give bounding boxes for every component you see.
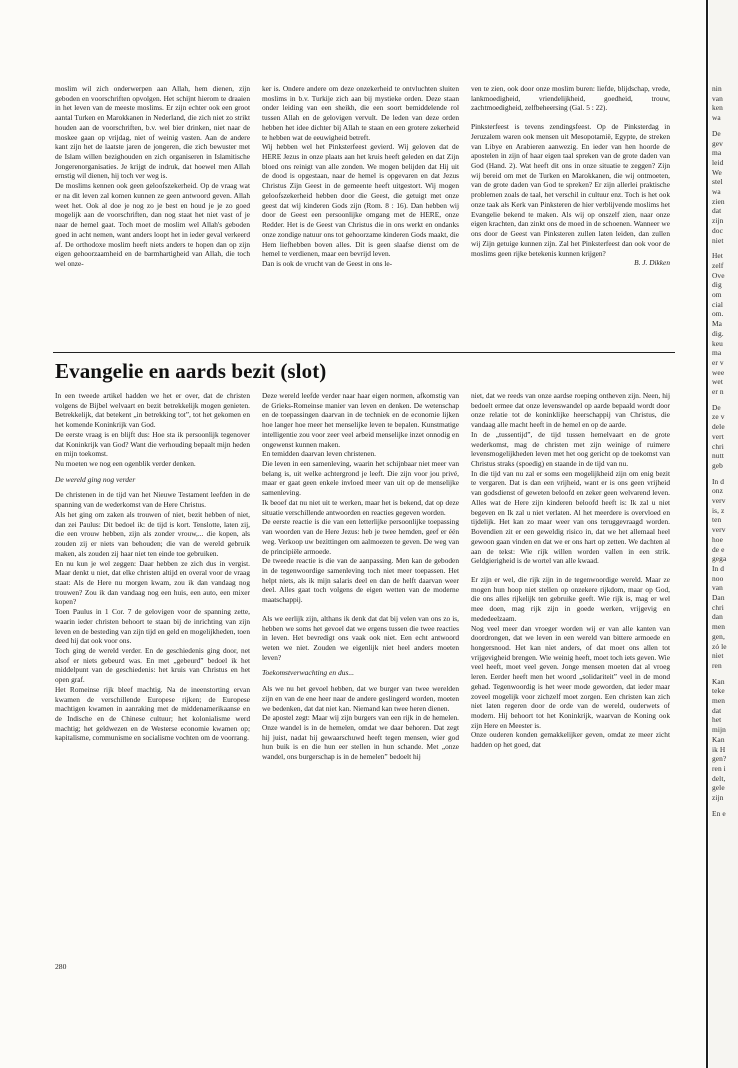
next-page-fragment: keu <box>712 338 723 348</box>
next-page-fragment: zijn <box>712 216 724 226</box>
next-page-fragment: zijn <box>712 793 724 802</box>
paragraph: In een tweede artikel hadden we het er over, dat de christen volgens de Bijbel welvaart en bezit betrekkelijk mogen genieten. Betrekkelijk, dat betekent „in betrekking tot”, tot het gekomen en het komende Koninkrijk van God. <box>55 391 250 430</box>
paragraph: ven te zien, ook door onze moslim buren: liefde, blijdschap, vrede, lankmoedigheid, vriendelijkheid, goedheid, trouw, zachtmoedigheid, zelfbeheersing (Gal. 5 : 22). <box>471 84 670 113</box>
next-page-fragment: En e <box>712 808 726 818</box>
paragraph: De christenen in de tijd van het Nieuwe Testament leefden in de spanning van de wederkomst van de Here Christus. <box>55 490 250 510</box>
paragraph: Ik beoef dat nu niet uit te werken, maar het is bekend, dat op deze situatie verschillende antwoorden en reacties gegeven worden. <box>262 497 459 517</box>
next-page-fragment: onz <box>712 486 723 496</box>
paragraph: De moslims kennen ook geen geloofszekerheid. Op de vraag wat er na dit leven zal komen kunnen ze geen antwoord geven. Allah weet het. Ook al doe je nog zo je best en houd je je zo goed mogelijk aan de voorschriften, dan nog staat het niet vast of je naar de hemel gaat. Toch moet de moslim wel Allah's geboden goed in acht nemen, want anders loopt het in ieder geval verkeerd af. De orthodoxe moslim heeft niets anders te hopen dan op zijn eigen gehoorzaamheid en de barmhartigheid van Allah, die toch wel onze- <box>55 181 250 268</box>
next-page-fragment: dig <box>712 280 722 290</box>
article-column-3 <box>471 391 670 961</box>
paragraph: De apostel zegt: Maar wij zijn burgers van een rijk in de hemelen. Onze wandel is in de hemelen, omdat we daar behoren. Dat zegt hij juist, nadat hij gewaarschuwd heeft tegen mensen, wier god hun buik is en die hun eer stellen in hun schande. Met „onze wandel, ons burgerschap is in de hemelen” bedoelt hij <box>262 713 459 762</box>
next-page-fragment: niet <box>712 235 724 245</box>
page-number: 280 <box>55 962 67 971</box>
next-page-fragment: chri <box>712 602 724 612</box>
section-divider <box>53 352 675 353</box>
spine-shadow <box>706 0 708 1068</box>
next-page-fragment: gele <box>712 783 725 793</box>
next-page-fragment: Ove <box>712 270 725 280</box>
paragraph: Dan is ook de vrucht van de Geest in ons le- <box>262 258 393 268</box>
next-page-fragment: ma <box>712 348 722 358</box>
subheading: De wereld ging nog verder <box>55 474 136 484</box>
next-page-fragment: ten <box>712 515 722 525</box>
paragraph: Als het ging om zaken als trouwen of niet, bezit hebben of niet, dan zei Paulus: Dit bedoel ik: de tijd is kort. Tenslotte, laten zij, die een vrouw hebben, zijn als zonder vrouw,... die kopen, als zouden zij er niets van behouden; die van de wereld gebruik maken, als zouden zij haar niet ten einde toe gebruiken. <box>55 509 250 558</box>
next-page-fragment: zien <box>712 196 725 206</box>
next-page-fragment: gen, <box>712 631 725 641</box>
next-page-fragment: chri <box>712 441 724 451</box>
next-page-fragment: verv <box>712 496 726 505</box>
article-column-1 <box>55 391 250 961</box>
paragraph: In die tijd van nu zal er soms een mogelijkheid zijn om enig bezit te vergaren. Dat is dan een vrijheid, want er is ons geen vrijheid van godsdienst of geweten beloofd en zeker geen welvarend leven. Alles wat de Here zijn kinderen beloofd heeft is: Ik zal u niet begeven en Ik zal u niet verlaten. Al het meerdere is overvloed en tijdelijk. Het kan zo maar weer van ons teruggevraagd worden. Bovendien zit er een geweldig risico in, dat we het allemaal heel gewoon gaan vinden en dat we er ons hart op zetten. We dachten al aan de tekst: Wie rijk willen worden vallen in een strik. Geldgierigheid is de wortel van alle kwaad. <box>471 468 670 566</box>
next-page-fragment: ma <box>712 148 722 158</box>
next-page-fragment: gega <box>712 554 727 564</box>
next-page-fragment: ik H <box>712 744 726 754</box>
next-page-fragment: dan <box>712 612 723 622</box>
paragraph: En nu kun je wel zeggen: Daar hebben ze zich dus in vergist. Maar denkt u niet, dat elke christen altijd en overal voor de vraag staat: Als de Here nu morgen kwam, zou ik dan vandaag nog trouwen? Zou ik dan vandaag nog een huis, een auto, een mixer kopen? <box>55 558 250 607</box>
next-page-fragment: verv <box>712 525 726 535</box>
next-page-fragment: hoe <box>712 534 723 544</box>
paragraph: De eerste reactie is die van een letterlijke persoonlijke toepassing van woorden van de Here Jezus: heb je twee hemden, geef er één weg. Verkoop uw bezittingen om aalmoezen te geven. De weg van de principiële armoede. <box>262 517 459 556</box>
next-page-fragment: wa <box>712 113 721 123</box>
next-page-fragment: wee <box>712 367 725 377</box>
next-page-fragment: De <box>712 402 721 412</box>
next-page-fragment: We <box>712 167 722 177</box>
next-page-fragment: gen? <box>712 754 727 764</box>
top-article-column-3 <box>471 84 670 352</box>
next-page-fragment: dat <box>712 705 722 715</box>
next-page-fragment: noo <box>712 573 724 583</box>
next-page-fragment: wet <box>712 377 723 387</box>
next-page-fragment: Kan <box>712 734 725 744</box>
paragraph: Als we nu het gevoel hebben, dat we burger van twee werelden zijn en van de ene heer naar de andere geslingerd worden, moeten we bedenken, dat dat niet kan. Niemand kan twee heren dienen. <box>262 684 459 713</box>
next-page-fragment: vert <box>712 431 724 441</box>
top-article-column-1 <box>55 84 250 352</box>
paragraph: Nu moeten we nog een ogenblik verder denken. <box>55 459 196 469</box>
next-page-fragment: ren <box>712 660 722 670</box>
paragraph: niet, dat we reeds van onze aardse roeping ontheven zijn. Neen, hij bedoelt ermee dat onze levenswandel op aarde bepaald wordt door onze relatie tot de koninklijke heerschappij van Christus, die vandaag alle macht heeft in de hemel en op de aarde. <box>471 391 670 430</box>
next-page-fragment: dig. <box>712 328 724 338</box>
paragraph: Als we eerlijk zijn, althans ik denk dat dat bij velen van ons zo is, hebben we soms het gevoel dat we ergens tussen die twee reacties in leven. Het bevredigt ons vaak ook niet. Een echt antwoord weten we niet. Zouden we eigenlijk niet heel anders moeten leven? <box>262 613 459 662</box>
next-page-fragment: er v <box>712 357 724 367</box>
next-page-fragment: Dan <box>712 593 725 602</box>
paragraph: En temidden daarvan leven christenen. <box>262 449 376 459</box>
next-page-fragment: In d <box>712 563 725 573</box>
article-headline: Evangelie en aards bezit (slot) <box>55 359 327 383</box>
next-page-fragment: Kan <box>712 676 725 686</box>
next-page-fragment: geb <box>712 460 723 470</box>
next-page-fragment: delt, <box>712 773 726 783</box>
next-page-fragment: zelf <box>712 260 724 270</box>
next-page-fragment: dat <box>712 206 722 216</box>
paragraph: Deze wereld leefde verder naar haar eigen normen, afkomstig van de Grieks-Romeinse manier van leven en denken. De wetenschap en de toepassingen daarvan in de techniek en de economie lijken hoe langer hoe meer het menselijke leven te bepalen. Kunstmatige intelligentie zou voor zeer veel arbeid menselijke inzet onnodig en ongewenst kunnen maken. <box>262 391 459 449</box>
next-page-fragment: zó le <box>712 641 727 651</box>
paragraph: De tweede reactie is die van de aanpassing. Men kan de geboden in de tegenwoordige samenleving toch niet meer toepassen. Het helpt niets, als ik mijn salaris deel en dan de helft daarvan weer deel. Alles gaat toch volgens de eigen wetten van de moderne maatschappij. <box>262 556 459 605</box>
next-page-fragment: Ma <box>712 319 723 329</box>
next-page-fragment: van <box>712 583 723 593</box>
next-page-fragment: is, z <box>712 505 725 515</box>
next-page-fragment: ren i <box>712 763 726 773</box>
next-page-fragment: er n <box>712 387 724 396</box>
next-page-fragment: gev <box>712 138 723 148</box>
paragraph: moslim wil zich onderwerpen aan Allah, hem dienen, zijn geboden en voorschriften opvolgen. Het schijnt hierom te draaien in het leven van de meeste moslims. Er zijn echter ook een groot aantal Turken en Marokkanen in Nederland, die zich niet zo strikt houden aan de voorschriften, b.v. wel bier drinken, niet naar de moskee gaan op vrijdag, niet of weinig vasten. Aan de andere kant zijn het de laatste jaren de jongeren, die zich bewuster met de Islam willen bezighouden en zich organiseren in Islamitische Jongerenorganisaties. Je krijgt de indruk, dat hoewel men Allah ernstig wil dienen, hij toch ver weg is. <box>55 84 250 181</box>
next-page-fragment: doc <box>712 225 723 235</box>
paragraph: In de „tussentijd”, de tijd tussen hemelvaart en de grote wederkomst, mag de christen met zijn weinige of ruimere levensmogelijkheden leven met het oog gericht op de toekomst van Christus straks (spoedig) en staande in de tijd van nu. <box>471 429 670 469</box>
next-page-fragment: om. <box>712 309 724 319</box>
paragraph: Toch ging de wereld verder. En de geschiedenis ging door, net alsof er niets gebeurd was. En met „gebeurd” bedoel ik het middelpunt van de geschiedenis: het kruis van Christus en het open graf. <box>55 645 250 685</box>
next-page-fragment: wa <box>712 187 721 196</box>
next-page-fragment: de e <box>712 544 725 554</box>
paragraph: Nog veel meer dan vroeger worden wij er van alle kanten van doordrongen, dat we leven in een wereld van bittere armoede en hongersnood. Het kan niet anders, of dat moet ons allen tot vrijgevigheid brengen. Wie weinig heeft, moet toch iets geven. Wie veel heeft, moet veel geven. Jonge mensen moeten dat al vroeg leren. Eerder heeft men het woord „solidariteit” veel in de mond gehad. Tegenwoordig is het weer mode geworden, dat ieder maar zoveel mogelijk voor zichzelf moet zorgen. Een christen kan zich niet laten regeren door de orde van de wereld, ouderwets of modern. Hij behoort tot het Koninkrijk, waarvan de Koning ook zijn Here en Meester is. <box>471 623 670 730</box>
paragraph: Wij hebben wel het Pinksterfeest gevierd. Wij geloven dat de HERE Jezus in onze plaats aan het kruis heeft geleden en dat Zijn bloed ons reinigt van alle zonden. We mogen belijden dat Hij uit de dood is opgestaan, naar de hemel is opgevaren en dat Jezus Christus Zijn Geest in de gemeente heeft uitgestort. Wij mogen geloofszekerheid hebben door die Geest, die getuigt met onze geest dat wij kinderen Gods zijn (Rom. 8 : 16). Dan hebben wij door de Geest een persoonlijke omgang met de HERE, onze Redder. Het is de Geest van Christus die in ons werkt en ondanks onze zondige natuur ons tot gehoorzame kinderen Gods maakt, die Hem liefhebben boven alles. Dit is geen slaafse dienst om de hemel te verdienen, maar een bevrijd leven. <box>262 142 459 259</box>
next-page-fragment: leid <box>712 157 724 167</box>
subheading: Toekomstverwachting en dus... <box>262 668 355 678</box>
paragraph: Onze ouderen konden gemakkelijker geven, omdat ze meer zicht hadden op het goed, dat <box>471 730 670 750</box>
next-page-fragment: niet <box>712 651 724 661</box>
paragraph: Het Romeinse rijk bleef machtig. Na de ineenstorting ervan kwamen de verschillende Europese rijken; de Europese machtigen kwamen in aanraking met de middenamerikaanse en de Indische en de Chinese cultuur; het kolonialisme werd machtig; het geldwezen en de Westerse economie kwamen op; kapitalisme, communisme en socialisme vochten om de voorrang. <box>55 684 250 743</box>
book-gutter <box>705 0 738 1068</box>
author-signature: B. J. Dikken <box>634 258 670 268</box>
paragraph: Toen Paulus in 1 Cor. 7 de gelovigen voor de spanning zette, waarin ieder christen behoort te staan bij de inrichting van zijn leven en de besteding van zijn tijd en geld en mogelijkheden, toen deed hij dat ook voor ons. <box>55 607 250 646</box>
paragraph: Die leven in een samenleving, waarin het schijnbaar niet meer van belang is, uit welke achtergrond je leeft. Die zijn voor jou privé, maar er gaat geen enkele invloed meer van uit op de menselijke samenleving. <box>262 459 459 498</box>
next-page-fragment: stel <box>712 177 723 187</box>
next-page-fragment: ze v <box>712 412 725 422</box>
next-page-fragment: dele <box>712 422 725 432</box>
article-column-2 <box>262 391 459 961</box>
top-article-column-2 <box>262 84 459 352</box>
paragraph: Er zijn er wel, die rijk zijn in de tegenwoordige wereld. Maar ze mogen hun hoop niet stellen op onzekere rijkdom, maar op God, die ons alles rijkelijk ten gebruike geeft. Wie rijk is, mag er wel mee doen, mag rijk zijn in goede werken, vrijgevig en mededeelzaam. <box>471 574 670 623</box>
next-page-fragment: De <box>712 128 721 138</box>
next-page-fragment: teke <box>712 686 725 696</box>
next-page-fragment: ken <box>712 103 723 113</box>
next-page-fragment: van <box>712 93 723 103</box>
next-page-fragment: Het <box>712 251 723 261</box>
paragraph: De eerste vraag is en blijft dus: Hoe sta ik persoonlijk tegenover dat Koninkrijk van God? Want die verhouding bepaalt mijn heden en mijn toekomst. <box>55 429 250 459</box>
next-page-fragment: In d <box>712 476 725 486</box>
next-page-fragment: mijn <box>712 725 726 735</box>
paragraph: ker is. Ondere andere om deze onzekerheid te ontvluchten sluiten moslims in b.v. Turkije zich aan bij mystieke orden. Deze staan onder leiding van een sheikh, die een soort bemiddelende rol tussen Allah en de gelovigen vervult. De leden van deze orden hebben het idee dichter bij Allah te staan en een grotere zekerheid te hebben wat de eeuwigheid betreft. <box>262 84 459 142</box>
next-page-fragment: men <box>712 696 726 705</box>
next-page-fragment: nutt <box>712 451 724 461</box>
next-page-fragment: cial <box>712 299 724 309</box>
next-page-fragment: men <box>712 622 726 632</box>
paragraph: Pinksterfeest is tevens zendingsfeest. Op de Pinksterdag in Jeruzalem waren ook mensen uit Mesopotamië, Egypte, de streken van Libye en Arabieren aanwezig. En ieder van hen hoorde de apostelen in zijn of haar eigen taal spreken van de grote daden van God (Hand. 2). Wat heeft dit ons in onze situatie te zeggen? Zijn wij bereid om met de Turken en Marokkanen, die wij ontmoeten, van de grote daden van God te spreken? Er zijn allerlei praktische problemen zoals de taal, het verschil in cultuur enz. Toch is het ook onze taak als Kerk van Pinksteren de hier verblijvende moslims het Evangelie bekend te maken. Als wij op onszelf zien, naar onze eigen krachten, dan zinkt ons de moed in de schoenen. Wanneer we ons door de Geest van Pinksteren zullen laten leiden, dan zullen wij Zijn getuige kunnen zijn. Zal het Pinksterfeest dan ook voor de moslims geen rijke betekenis kunnen krijgen? <box>471 122 670 258</box>
next-page-fragment: nin <box>712 84 722 93</box>
next-page-fragment: het <box>712 715 722 725</box>
next-page-edge <box>709 0 738 1068</box>
next-page-fragment: om <box>712 290 722 299</box>
